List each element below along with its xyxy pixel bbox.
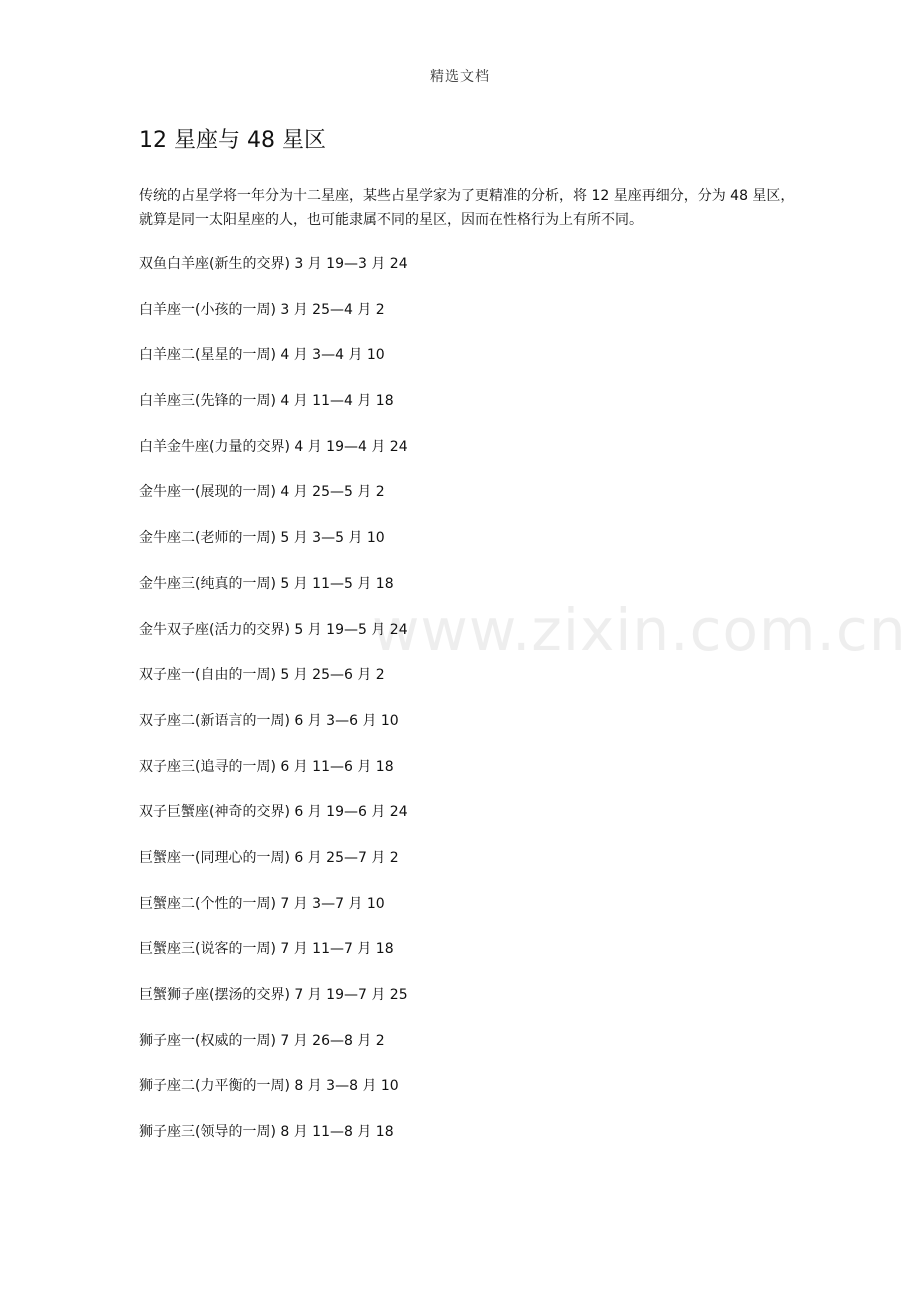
zone-entry: 狮子座三(领导的一周) 8 月 11—8 月 18: [139, 1124, 394, 1141]
zone-entry: 双鱼白羊座(新生的交界) 3 月 19—3 月 24: [139, 256, 408, 272]
zone-entry: 金牛座一(展现的一周) 4 月 25—5 月 2: [139, 484, 385, 501]
page-header: 精选文档: [430, 69, 490, 85]
zone-entry: 双子巨蟹座(神奇的交界) 6 月 19—6 月 24: [139, 804, 408, 821]
zone-entry: 巨蟹座二(个性的一周) 7 月 3—7 月 10: [139, 895, 385, 912]
watermark: www.zixin.com.cn: [372, 596, 907, 664]
zone-entry: 双子座二(新语言的一周) 6 月 3—6 月 10: [139, 712, 399, 729]
zone-entry: 白羊金牛座(力量的交界) 4 月 19—4 月 24: [139, 438, 408, 455]
zone-entry: 白羊座二(星星的一周) 4 月 3—4 月 10: [139, 347, 385, 364]
zone-entry: 双子座三(追寻的一周) 6 月 11—6 月 18: [139, 758, 394, 775]
zone-entry: 金牛座二(老师的一周) 5 月 3—5 月 10: [139, 530, 385, 547]
zone-entry: 狮子座二(力平衡的一周) 8 月 3—8 月 10: [139, 1078, 399, 1095]
zone-entry: 金牛双子座(活力的交界) 5 月 19—5 月 24: [139, 621, 408, 638]
zone-entry: 巨蟹座三(说客的一周) 7 月 11—7 月 18: [139, 941, 394, 958]
zone-entry: 白羊座三(先锋的一周) 4 月 11—4 月 18: [139, 393, 394, 410]
zone-entry: 金牛座三(纯真的一周) 5 月 11—5 月 18: [139, 575, 394, 592]
intro-paragraph: 传统的占星学将一年分为十二星座，某些占星学家为了更精准的分析，将 12 星座再细分，分为 48 星区，就算是同一太阳星座的人，也可能隶属不同的星区，因而在性格行为上有所不同。: [139, 188, 795, 228]
zone-entry: 白羊座一(小孩的一周) 3 月 25—4 月 2: [139, 301, 385, 318]
zone-entry: 双子座一(自由的一周) 5 月 25—6 月 2: [139, 667, 385, 684]
zone-entry: 狮子座一(权威的一周) 7 月 26—8 月 2: [139, 1032, 385, 1049]
zone-entry: 巨蟹狮子座(摆汤的交界) 7 月 19—7 月 25: [139, 987, 408, 1003]
zone-list: [139, 253, 408, 1167]
zone-entry: 巨蟹座一(同理心的一周) 6 月 25—7 月 2: [139, 849, 399, 866]
document-title: 12 星座与 48 星区: [139, 128, 326, 153]
